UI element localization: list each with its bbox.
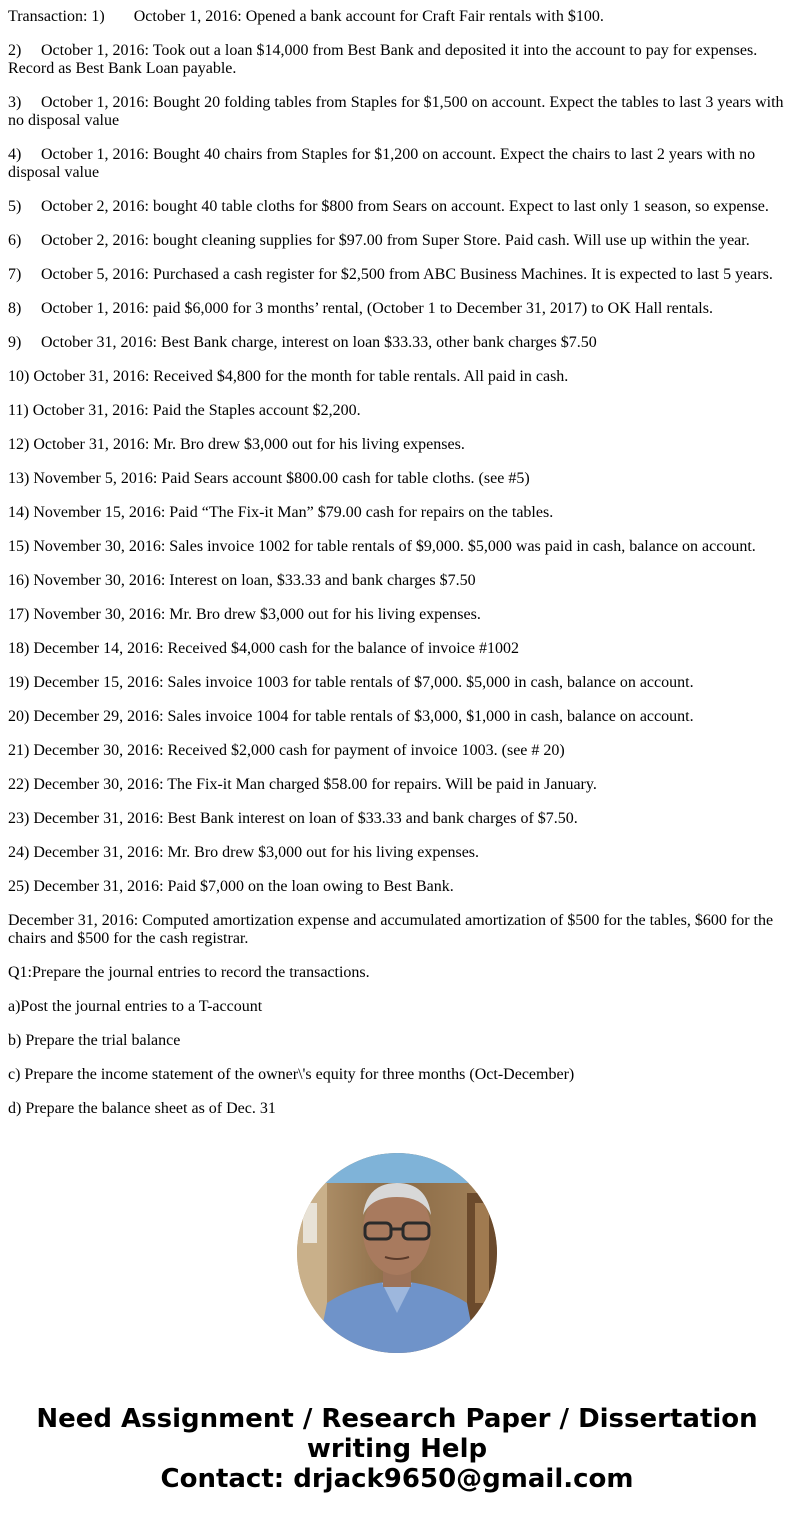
- author-portrait-icon: [297, 1153, 497, 1353]
- question-q1: Q1:Prepare the journal entries to record the transactions.: [8, 964, 370, 981]
- transaction-8: [8, 300, 786, 318]
- transaction-24: 24) December 31, 2016: Mr. Bro drew $3,000 out for his living expenses.: [8, 844, 480, 861]
- transaction-text: October 1, 2016: Opened a bank account for Craft Fair rentals with $100.: [133, 8, 604, 25]
- transaction-9: [8, 334, 786, 352]
- transaction-text: October 1, 2016: Bought 40 chairs from Staples for $1,200 on account. Expect the chairs to last 2 years with no disposal value: [8, 146, 756, 181]
- transaction-number: 9): [8, 334, 22, 351]
- question-c: c) Prepare the income statement of the owner\'s equity for three months (Oct-December): [8, 1066, 575, 1083]
- transaction-text: October 1, 2016: paid $6,000 for 3 months’ rental, (October 1 to December 31, 2017) to OK Hall rentals.: [41, 300, 713, 317]
- question-b: b) Prepare the trial balance: [8, 1032, 181, 1049]
- promo-banner: [0, 1404, 794, 1494]
- transaction-number: 4): [8, 146, 22, 163]
- transaction-18: 18) December 14, 2016: Received $4,000 cash for the balance of invoice #1002: [8, 640, 519, 657]
- transaction-22: 22) December 30, 2016: The Fix-it Man charged $58.00 for repairs. Will be paid in January.: [8, 776, 597, 793]
- transaction-text: October 5, 2016: Purchased a cash register for $2,500 from ABC Business Machines. It is expected to last 5 years.: [41, 266, 773, 283]
- transaction-number: 8): [8, 300, 22, 317]
- transaction-header-label: Transaction: 1): [8, 8, 105, 25]
- transaction-number: 7): [8, 266, 22, 283]
- transaction-10: 10) October 31, 2016: Received $4,800 for the month for table rentals. All paid in cash.: [8, 368, 569, 385]
- question-a: a)Post the journal entries to a T-account: [8, 998, 263, 1015]
- transaction-17: 17) November 30, 2016: Mr. Bro drew $3,000 out for his living expenses.: [8, 606, 481, 623]
- promo-line-1: Need Assignment / Research Paper / Dissertation: [36, 1404, 758, 1434]
- question-d: d) Prepare the balance sheet as of Dec. 31: [8, 1100, 276, 1117]
- transaction-5: [8, 198, 786, 216]
- transaction-15: 15) November 30, 2016: Sales invoice 1002 for table rentals of $9,000. $5,000 was paid in cash, balance on account.: [8, 538, 756, 555]
- transaction-number: 2): [8, 42, 22, 59]
- transaction-text: October 1, 2016: Took out a loan $14,000 from Best Bank and deposited it into the account to pay for expenses. Record as Best Bank Loan payable.: [8, 42, 758, 77]
- transaction-16: 16) November 30, 2016: Interest on loan, $33.33 and bank charges $7.50: [8, 572, 476, 589]
- transaction-13: 13) November 5, 2016: Paid Sears account $800.00 cash for table cloths. (see #5): [8, 470, 530, 487]
- transaction-21: 21) December 30, 2016: Received $2,000 cash for payment of invoice 1003. (see # 20): [8, 742, 565, 759]
- transaction-number: 6): [8, 232, 22, 249]
- transaction-number: 3): [8, 94, 22, 111]
- transaction-3: [8, 94, 786, 130]
- transaction-2: [8, 42, 786, 78]
- amortization-note: December 31, 2016: Computed amortization expense and accumulated amortization of $500 for the tables, $600 for the chairs and $500 for the cash registrar.: [8, 912, 774, 947]
- transaction-25: 25) December 31, 2016: Paid $7,000 on the loan owing to Best Bank.: [8, 878, 454, 895]
- promo-contact: Contact: drjack9650@gmail.com: [160, 1464, 634, 1494]
- promo-line-2: writing Help: [306, 1434, 488, 1464]
- transaction-20: 20) December 29, 2016: Sales invoice 1004 for table rentals of $3,000, $1,000 in cash, balance on account.: [8, 708, 694, 725]
- transaction-text: October 1, 2016: Bought 20 folding tables from Staples for $1,500 on account. Expect the tables to last 3 years with no disposal value: [8, 94, 784, 129]
- transaction-4: [8, 146, 786, 182]
- transaction-text: October 2, 2016: bought 40 table cloths for $800 from Sears on account. Expect to last only 1 season, so expense.: [41, 198, 769, 215]
- transaction-6: [8, 232, 786, 250]
- transaction-11: 11) October 31, 2016: Paid the Staples account $2,200.: [8, 402, 361, 419]
- transaction-14: 14) November 15, 2016: Paid “The Fix-it Man” $79.00 cash for repairs on the tables.: [8, 504, 554, 521]
- transaction-1: [8, 8, 786, 26]
- transaction-text: October 31, 2016: Best Bank charge, interest on loan $33.33, other bank charges $7.50: [41, 334, 597, 351]
- transaction-19: 19) December 15, 2016: Sales invoice 1003 for table rentals of $7,000. $5,000 in cash, balance on account.: [8, 674, 694, 691]
- transaction-text: October 2, 2016: bought cleaning supplies for $97.00 from Super Store. Paid cash. Will use up within the year.: [41, 232, 750, 249]
- transaction-number: 5): [8, 198, 22, 215]
- transaction-12: 12) October 31, 2016: Mr. Bro drew $3,000 out for his living expenses.: [8, 436, 465, 453]
- transaction-23: 23) December 31, 2016: Best Bank interest on loan of $33.33 and bank charges of $7.50.: [8, 810, 578, 827]
- transaction-7: [8, 266, 786, 284]
